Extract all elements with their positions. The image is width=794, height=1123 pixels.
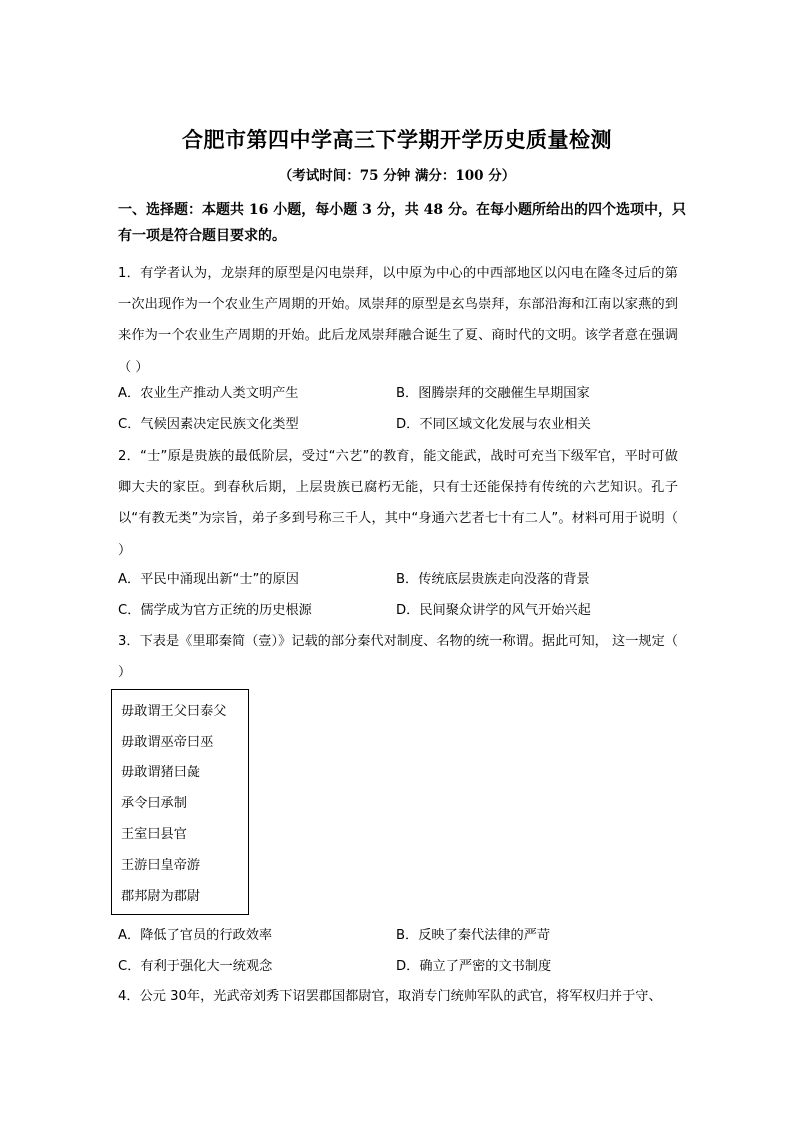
term-item: 毋敢谓巫帝曰巫 [121, 735, 214, 750]
term-item: 毋敢谓猪曰彘 [121, 765, 201, 780]
option-c: C．有利于强化大一统观念 [118, 959, 273, 974]
term-item: 毋敢谓王父曰泰父 [121, 704, 227, 719]
option-c: C．气候因素决定民族文化类型 [118, 417, 299, 432]
term-item: 承令曰承制 [121, 796, 187, 811]
term-item: 王室曰县官 [121, 827, 187, 842]
question-1-stem [118, 258, 678, 383]
option-b: B．反映了秦代法律的严苛 [396, 928, 551, 943]
option-d: D．民间聚众讲学的风气开始兴起 [396, 603, 591, 618]
option-row [118, 564, 678, 595]
term-item: 王游曰皇帝游 [121, 858, 201, 873]
term-item: 郡邦尉为郡尉 [121, 889, 201, 904]
exam-title: 合肥市第四中学高三下学期开学历史质量检测 [182, 127, 612, 152]
terms-table [111, 689, 249, 915]
option-c: C．儒学成为官方正统的历史根源 [118, 603, 312, 618]
question-3-options [118, 920, 678, 982]
option-row [118, 595, 678, 626]
question-4-stem [118, 981, 678, 1012]
option-row [118, 378, 678, 409]
question-text: 4．公元 30年，光武帝刘秀下诏罢郡国都尉官，取消专门统帅军队的武官，将军权归并于守、 [118, 989, 662, 1004]
option-d: D．不同区域文化发展与农业相关 [396, 417, 591, 432]
section-heading: 一、选择题：本题共 16 小题，每小题 3 分，共 48 分。在每小题所给出的四个选项中，只有一项是符合题目要求的。 [118, 202, 686, 244]
question-text: 1．有学者认为，龙崇拜的原型是闪电崇拜，以中原为中心的中西部地区以闪电在隆冬过后的第一次出现作为一个农业生产周期的开始。凤崇拜的原型是玄鸟崇拜，东部沿海和江南以家燕的到来作为一个农业生产周期的开始。此后龙凤崇拜融合诞生了夏、商时代的文明。该学者意在强调（ ） [118, 266, 678, 375]
question-text: 2．“士”原是贵族的最低阶层，受过“六艺”的教育，能文能武，战时可充当下级军官，平时可做卿大夫的家臣。到春秋后期，上层贵族已腐朽无能，只有士还能保持有传统的六艺知识。孔子以“有教无类”为宗旨，弟子多到号称三千人，其中“身通六艺者七十有二人”。材料可用于说明（ ） [118, 449, 678, 558]
option-a: A．降低了官员的行政效率 [118, 928, 273, 943]
exam-subtitle: （考试时间：75 分钟 满分：100 分） [278, 168, 516, 184]
question-3-stem [118, 626, 678, 688]
option-row [118, 920, 678, 951]
question-text: 3．下表是《里耶秦简（壹）》记载的部分秦代对制度、名物的统一称谓。据此可知， 这一规定（ ） [118, 634, 678, 681]
question-2-options [118, 564, 678, 626]
option-row [118, 951, 678, 982]
question-2-stem [118, 441, 678, 566]
option-b: B．传统底层贵族走向没落的背景 [396, 572, 590, 587]
option-row [118, 409, 678, 440]
option-b: B．图腾崇拜的交融催生早期国家 [396, 386, 590, 401]
question-1-options [118, 378, 678, 440]
option-a: A．农业生产推动人类文明产生 [118, 386, 299, 401]
option-a: A．平民中涌现出新“士”的原因 [118, 572, 299, 587]
option-d: D．确立了严密的文书制度 [396, 959, 552, 974]
